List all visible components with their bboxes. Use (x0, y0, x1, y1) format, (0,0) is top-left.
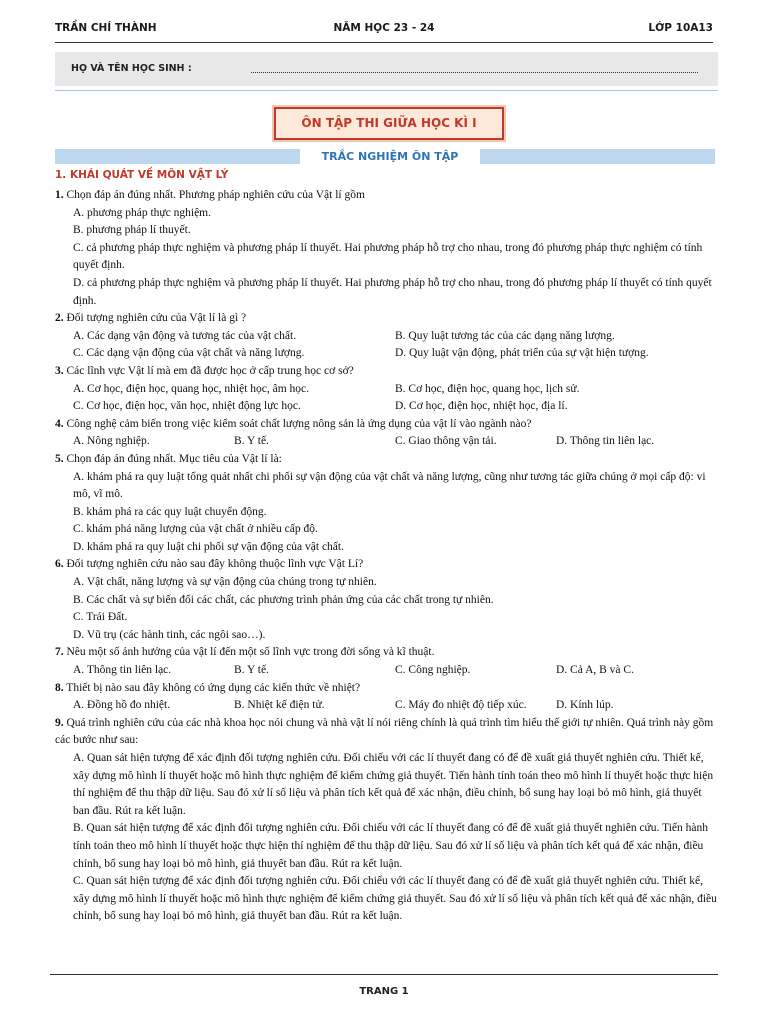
question-number: 8. (55, 681, 64, 694)
option: C. Máy đo nhiệt độ tiếp xúc. (395, 699, 527, 712)
option: A. Cơ học, điện học, quang học, nhiệt học, âm học. (73, 382, 310, 395)
option: A. Vật chất, năng lượng và sự vận động của chúng trong tự nhiên. (73, 576, 377, 589)
question-number: 9. (55, 716, 64, 729)
question-text: Chọn đáp án đúng nhất. Phương pháp nghiên cứu của Vật lí gồm (66, 189, 365, 201)
option: D. Cả A, B và C. (556, 664, 634, 677)
student-name-box (55, 52, 718, 86)
question-text: Thiết bị nào sau đây không có ứng dụng các kiến thức về nhiệt? (66, 681, 361, 694)
option: B. phương pháp lí thuyết. (73, 224, 191, 237)
option: B. Cơ học, điện học, quang học, lịch sử. (395, 382, 580, 395)
option: B. Quan sát hiện tượng để xác định đối tượng nghiên cứu. Đối chiếu với các lí thuyết đang có để đề xuất giả thuyết nghiên cứu. Tiến hành tính toán theo mô hình lí thuyết hoặc thực hiện thí nghiệm để thu thập dữ liệu. Sau đó xử lí số liệu và phân tích kết quả để xác nhận, điều chỉnh, bổ sung hay loại bỏ mô hình, giả thuyết ban đầu. Rút ra kết luận. (73, 822, 708, 870)
option: B. Quy luật tương tác của các dạng năng lượng. (395, 329, 615, 342)
question-4 (55, 416, 717, 434)
option: B. Các chất và sự biến đổi các chất, các phương trình phản ứng của các chất trong tự nhiên. (73, 593, 494, 606)
question-5 (55, 451, 717, 469)
school-year: NĂM HỌC 23 - 24 (333, 22, 435, 34)
question-text: Các lĩnh vực Vật lí mà em đã được học ở cấp trung học cơ sở? (66, 364, 354, 377)
option: D. Cơ học, điện học, nhiệt học, địa lí. (395, 400, 568, 413)
question-text: Quá trình nghiên cứu của các nhà khoa học nói chung và nhà vật lí nói riêng chính là quá trình tìm hiểu thế giới tự nhiên. Quá trình này gồm các bước như sau: (55, 716, 714, 747)
header-divider (55, 42, 713, 43)
page-title: ÔN TẬP THI GIỮA HỌC KÌ I (301, 116, 477, 130)
option: D. Thông tin liên lạc. (556, 435, 655, 448)
question-number: 1. (55, 189, 64, 201)
option: D. Quy luật vận động, phát triển của sự vật hiện tượng. (395, 347, 649, 360)
question-number: 4. (55, 417, 64, 430)
question-3 (55, 363, 717, 381)
option: B. Y tế. (234, 435, 269, 448)
option: A. Thông tin liên lạc. (73, 664, 172, 677)
option: A. phương pháp thực nghiệm. (73, 206, 211, 219)
question-number: 5. (55, 452, 64, 465)
question-text: Nêu một số ảnh hưởng của vật lí đến một số lĩnh vực trong đời sống và kĩ thuật. (66, 646, 435, 659)
option: A. Các dạng vận động và tương tác của vật chất. (73, 329, 297, 342)
question-number: 2. (55, 312, 64, 325)
option: D. khám phá ra quy luật chi phối sự vận động của vật chất. (73, 540, 344, 553)
option: C. cả phương pháp thực nghiệm và phương pháp lí thuyết. Hai phương pháp hỗ trợ cho nhau, trong đó phương pháp thực nghiệm có tính quyết định. (73, 241, 703, 272)
question-number: 7. (55, 646, 64, 659)
option: A. khám phá ra quy luật tổng quát nhất chi phối sự vận động của vật chất và năng lượng, cũng như tương tác giữa chúng ở mọi cấp độ: vi mô, vĩ mô. (73, 470, 706, 501)
option: C. Cơ học, điện học, văn học, nhiệt động lực học. (73, 400, 301, 413)
student-name-label: HỌ VÀ TÊN HỌC SINH : (71, 63, 192, 74)
question-text: Đối tượng nghiên cứu của Vật lí là gì ? (66, 312, 247, 325)
option: D. Vũ trụ (các hành tinh, các ngôi sao…). (73, 628, 266, 641)
option: D. cả phương pháp thực nghiệm và phương pháp lí thuyết. Hai phương pháp hỗ trợ cho nhau, trong đó phương pháp lí thuyết có tính quyết định. (73, 276, 712, 307)
option: C. Giao thông vận tải. (395, 435, 497, 448)
option: C. Trái Đất. (73, 611, 128, 624)
footer-divider (50, 974, 718, 975)
question-text: Đối tượng nghiên cứu nào sau đây không thuộc lĩnh vực Vật Lí? (66, 558, 364, 571)
teacher-name: TRẦN CHÍ THÀNH (55, 22, 157, 34)
class-name: LỚP 10A13 (648, 22, 713, 34)
option-row (73, 345, 717, 363)
title-box (274, 107, 504, 140)
option-row (73, 398, 717, 416)
question-list (55, 187, 717, 926)
question-text: Chọn đáp án đúng nhất. Mục tiêu của Vật lí là: (66, 452, 282, 465)
page-number: TRANG 1 (359, 986, 409, 997)
option-row (73, 381, 717, 399)
question-1 (55, 187, 717, 205)
question-6 (55, 556, 717, 574)
question-number: 6. (55, 558, 64, 571)
section-title: TRẮC NGHIỆM ÔN TẬP (300, 149, 480, 164)
option: A. Quan sát hiện tượng để xác định đối tượng nghiên cứu. Đối chiếu với các lí thuyết đang có để đề xuất giả thuyết nghiên cứu. Thiết kế, xây dựng mô hình lí thuyết hoặc mô hình thực nghiệm để kiểm chứng giả thuyết. Tiến hành tính toán theo mô hình lí thuyết hoặc thực hiện thí nghiệm để thu thập dữ liệu. Sau đó xử lí số liệu và phân tích kết quả để xác nhận, điều chỉnh, bổ sung hay loại bỏ mô hình, giả thuyết ban đầu. Rút ra kết luận. (73, 752, 714, 817)
question-text: Công nghệ cảm biến trong việc kiểm soát chất lượng nông sản là ứng dụng của vật lí vào ngành nào? (66, 417, 532, 430)
page-header (55, 22, 713, 38)
option-row (73, 328, 717, 346)
question-2 (55, 310, 717, 328)
option: B. Nhiệt kế điện tử. (234, 699, 325, 712)
question-8 (55, 680, 717, 698)
subsection-title: 1. KHÁI QUÁT VỀ MÔN VẬT LÝ (55, 169, 229, 181)
option: B. khám phá ra các quy luật chuyển động. (73, 505, 267, 518)
question-number: 3. (55, 364, 64, 377)
option: A. Nông nghiệp. (73, 435, 150, 448)
option: C. Quan sát hiện tượng để xác định đối tượng nghiên cứu. Đối chiếu với các lí thuyết đang có để đề xuất giả thuyết nghiên cứu. Thiết kế, xây dựng mô hình lí thuyết hoặc mô hình thực nghiệm để kiểm chứng giả thuyết. Sau đó xử lí số liệu và phân tích kết quả để xác nhận, điều chỉnh, bổ sung hay loại bỏ mô hình, giả thuyết ban đầu. Rút ra kết luận. (73, 875, 717, 923)
option: C. Công nghiệp. (395, 664, 471, 677)
question-7 (55, 644, 717, 662)
question-9 (55, 715, 717, 750)
section-bar (55, 149, 715, 164)
option: D. Kính lúp. (556, 699, 614, 712)
option-row (73, 697, 717, 715)
option: A. Đồng hồ đo nhiệt. (73, 699, 171, 712)
student-name-line (251, 72, 698, 73)
option-row (73, 433, 717, 451)
option: B. Y tế. (234, 664, 269, 677)
option-row (73, 662, 717, 680)
option: C. khám phá năng lượng của vật chất ở nhiều cấp độ. (73, 523, 318, 536)
blue-divider (55, 90, 718, 91)
option: C. Các dạng vận động của vật chất và năng lượng. (73, 347, 305, 360)
